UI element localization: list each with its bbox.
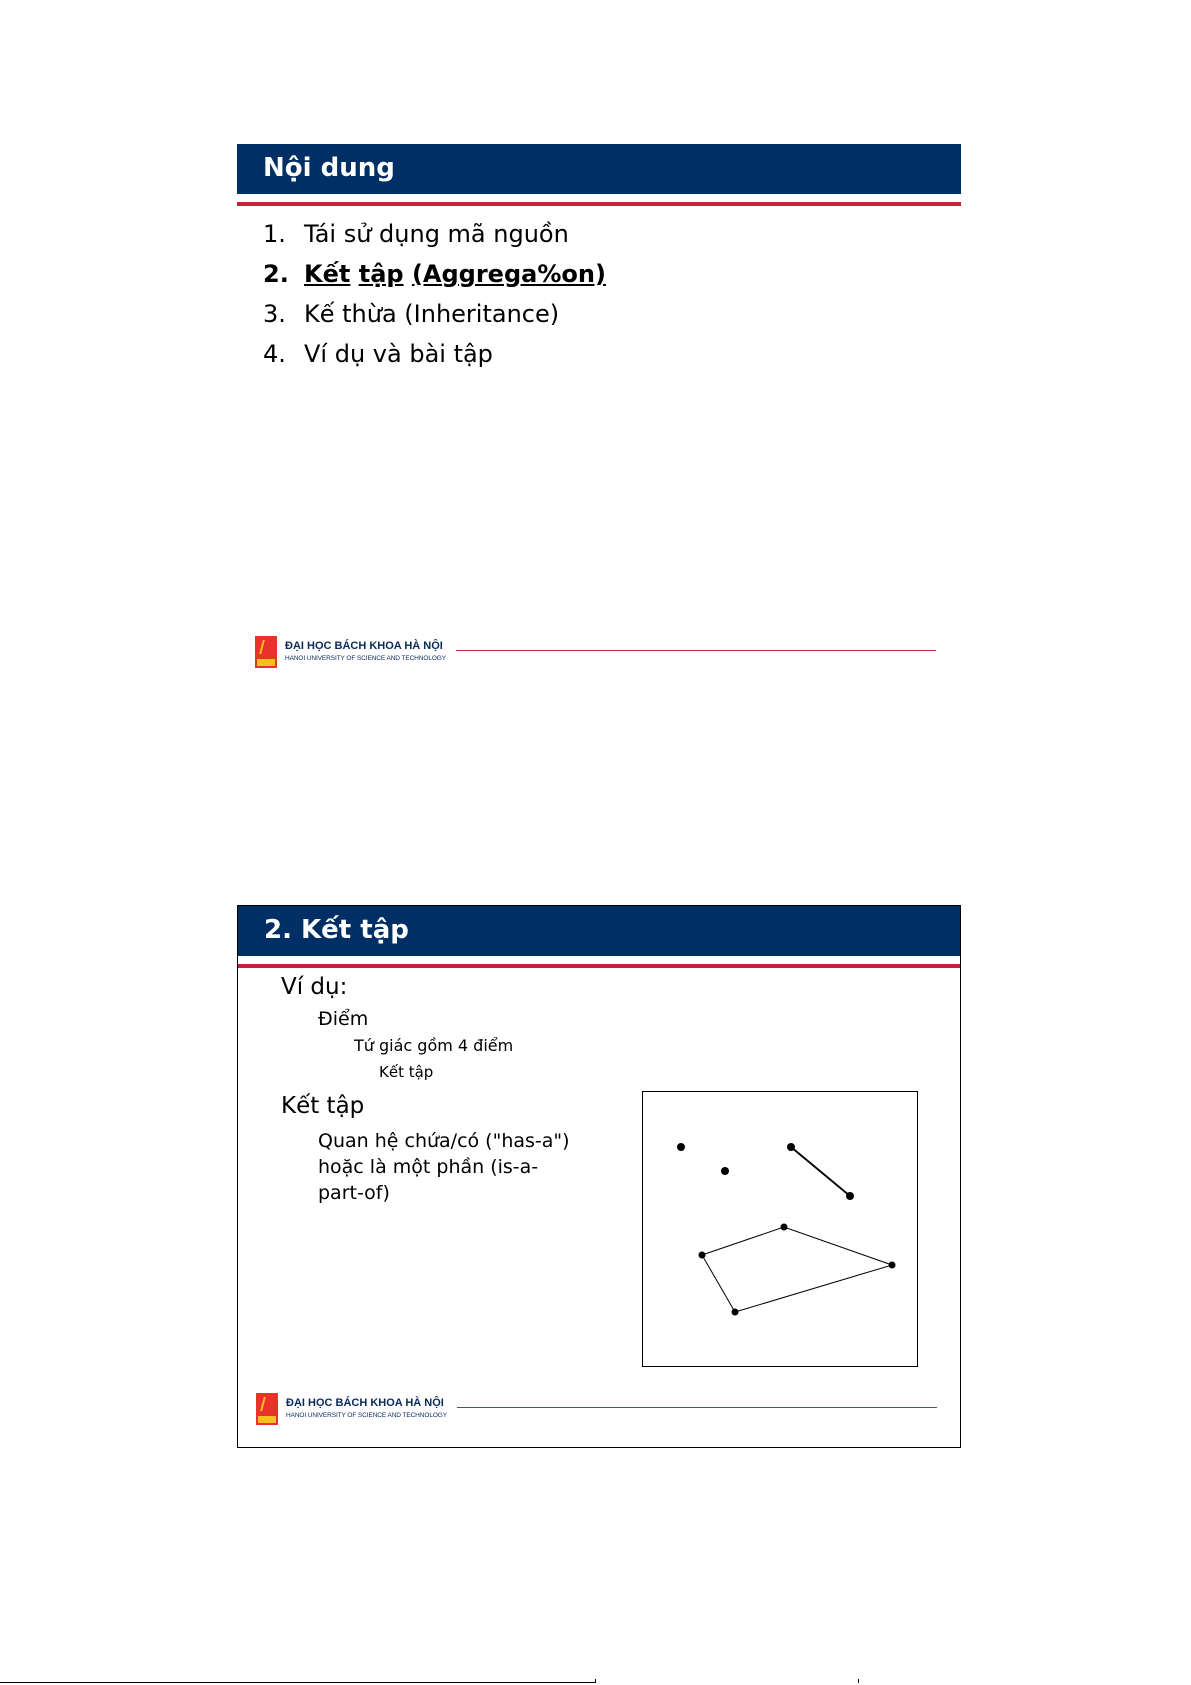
- relation-text-line: part-of): [318, 1182, 390, 1204]
- university-logo: [255, 636, 277, 668]
- item-number: 3.: [263, 300, 286, 328]
- slide-header: [237, 144, 961, 194]
- point-dot: [677, 1143, 685, 1151]
- list-item: [263, 294, 606, 334]
- university-logo: [256, 1393, 278, 1425]
- point-dot: [721, 1167, 729, 1175]
- quad-vertex: [889, 1262, 896, 1269]
- item-text: Kết: [304, 260, 351, 288]
- list-item: [263, 334, 606, 374]
- slide-header: [238, 906, 960, 956]
- diagram-frame: [643, 1092, 918, 1367]
- relation-text-line: hoặc là một phần (is-a-: [318, 1156, 539, 1178]
- segment-endpoint: [787, 1143, 795, 1151]
- slide-contents: [237, 144, 961, 687]
- footer-divider: [457, 1407, 937, 1408]
- item-text: Ví dụ và bài tập: [304, 340, 493, 368]
- aggregation-diagram: [642, 1091, 918, 1367]
- header-divider: [237, 202, 961, 206]
- item-number: 2.: [263, 260, 289, 288]
- slide-title: 2. Kết tập: [264, 915, 409, 945]
- quad-vertex: [732, 1309, 739, 1316]
- quad-vertex: [781, 1224, 788, 1231]
- footer-divider: [456, 650, 936, 651]
- university-name-en: HANOI UNIVERSITY OF SCIENCE AND TECHNOLOGY: [286, 1412, 447, 1419]
- list-item: [263, 214, 606, 254]
- slide-aggregation: [237, 905, 961, 1448]
- university-name-en: HANOI UNIVERSITY OF SCIENCE AND TECHNOLOGY: [285, 655, 446, 662]
- example-label: Ví dụ:: [281, 974, 348, 1000]
- item-text: Kế thừa (Inheritance): [304, 300, 560, 328]
- slide-footer: [255, 636, 955, 672]
- page-bottom-rule: [0, 1682, 595, 1683]
- university-name-vn: ĐẠI HỌC BÁCH KHOA HÀ NỘI: [286, 1397, 444, 1409]
- item-text: tập: [358, 260, 404, 288]
- relation-text-line: Quan hệ chứa/có ("has-a"): [318, 1130, 570, 1152]
- aggregation-small-text: Kết tập: [379, 1063, 434, 1081]
- page-tick: [858, 1679, 859, 1683]
- list-item-current: [263, 254, 606, 294]
- quad-text: Tứ giác gồm 4 điểm: [354, 1036, 514, 1055]
- university-name-vn: ĐẠI HỌC BÁCH KHOA HÀ NỘI: [285, 640, 443, 652]
- page-tick: [595, 1679, 596, 1683]
- segment-endpoint: [846, 1192, 854, 1200]
- contents-list: [263, 214, 606, 374]
- item-number: 1.: [263, 220, 286, 248]
- item-text: (Aggrega%on): [411, 260, 606, 288]
- header-divider: [238, 964, 960, 968]
- slide-footer: [256, 1393, 956, 1429]
- point-text: Điểm: [318, 1008, 369, 1030]
- quad-vertex: [699, 1252, 706, 1259]
- aggregation-heading: Kết tập: [281, 1093, 365, 1119]
- item-text: Tái sử dụng mã nguồn: [304, 220, 569, 248]
- item-number: 4.: [263, 340, 286, 368]
- slide-title: Nội dung: [263, 153, 395, 183]
